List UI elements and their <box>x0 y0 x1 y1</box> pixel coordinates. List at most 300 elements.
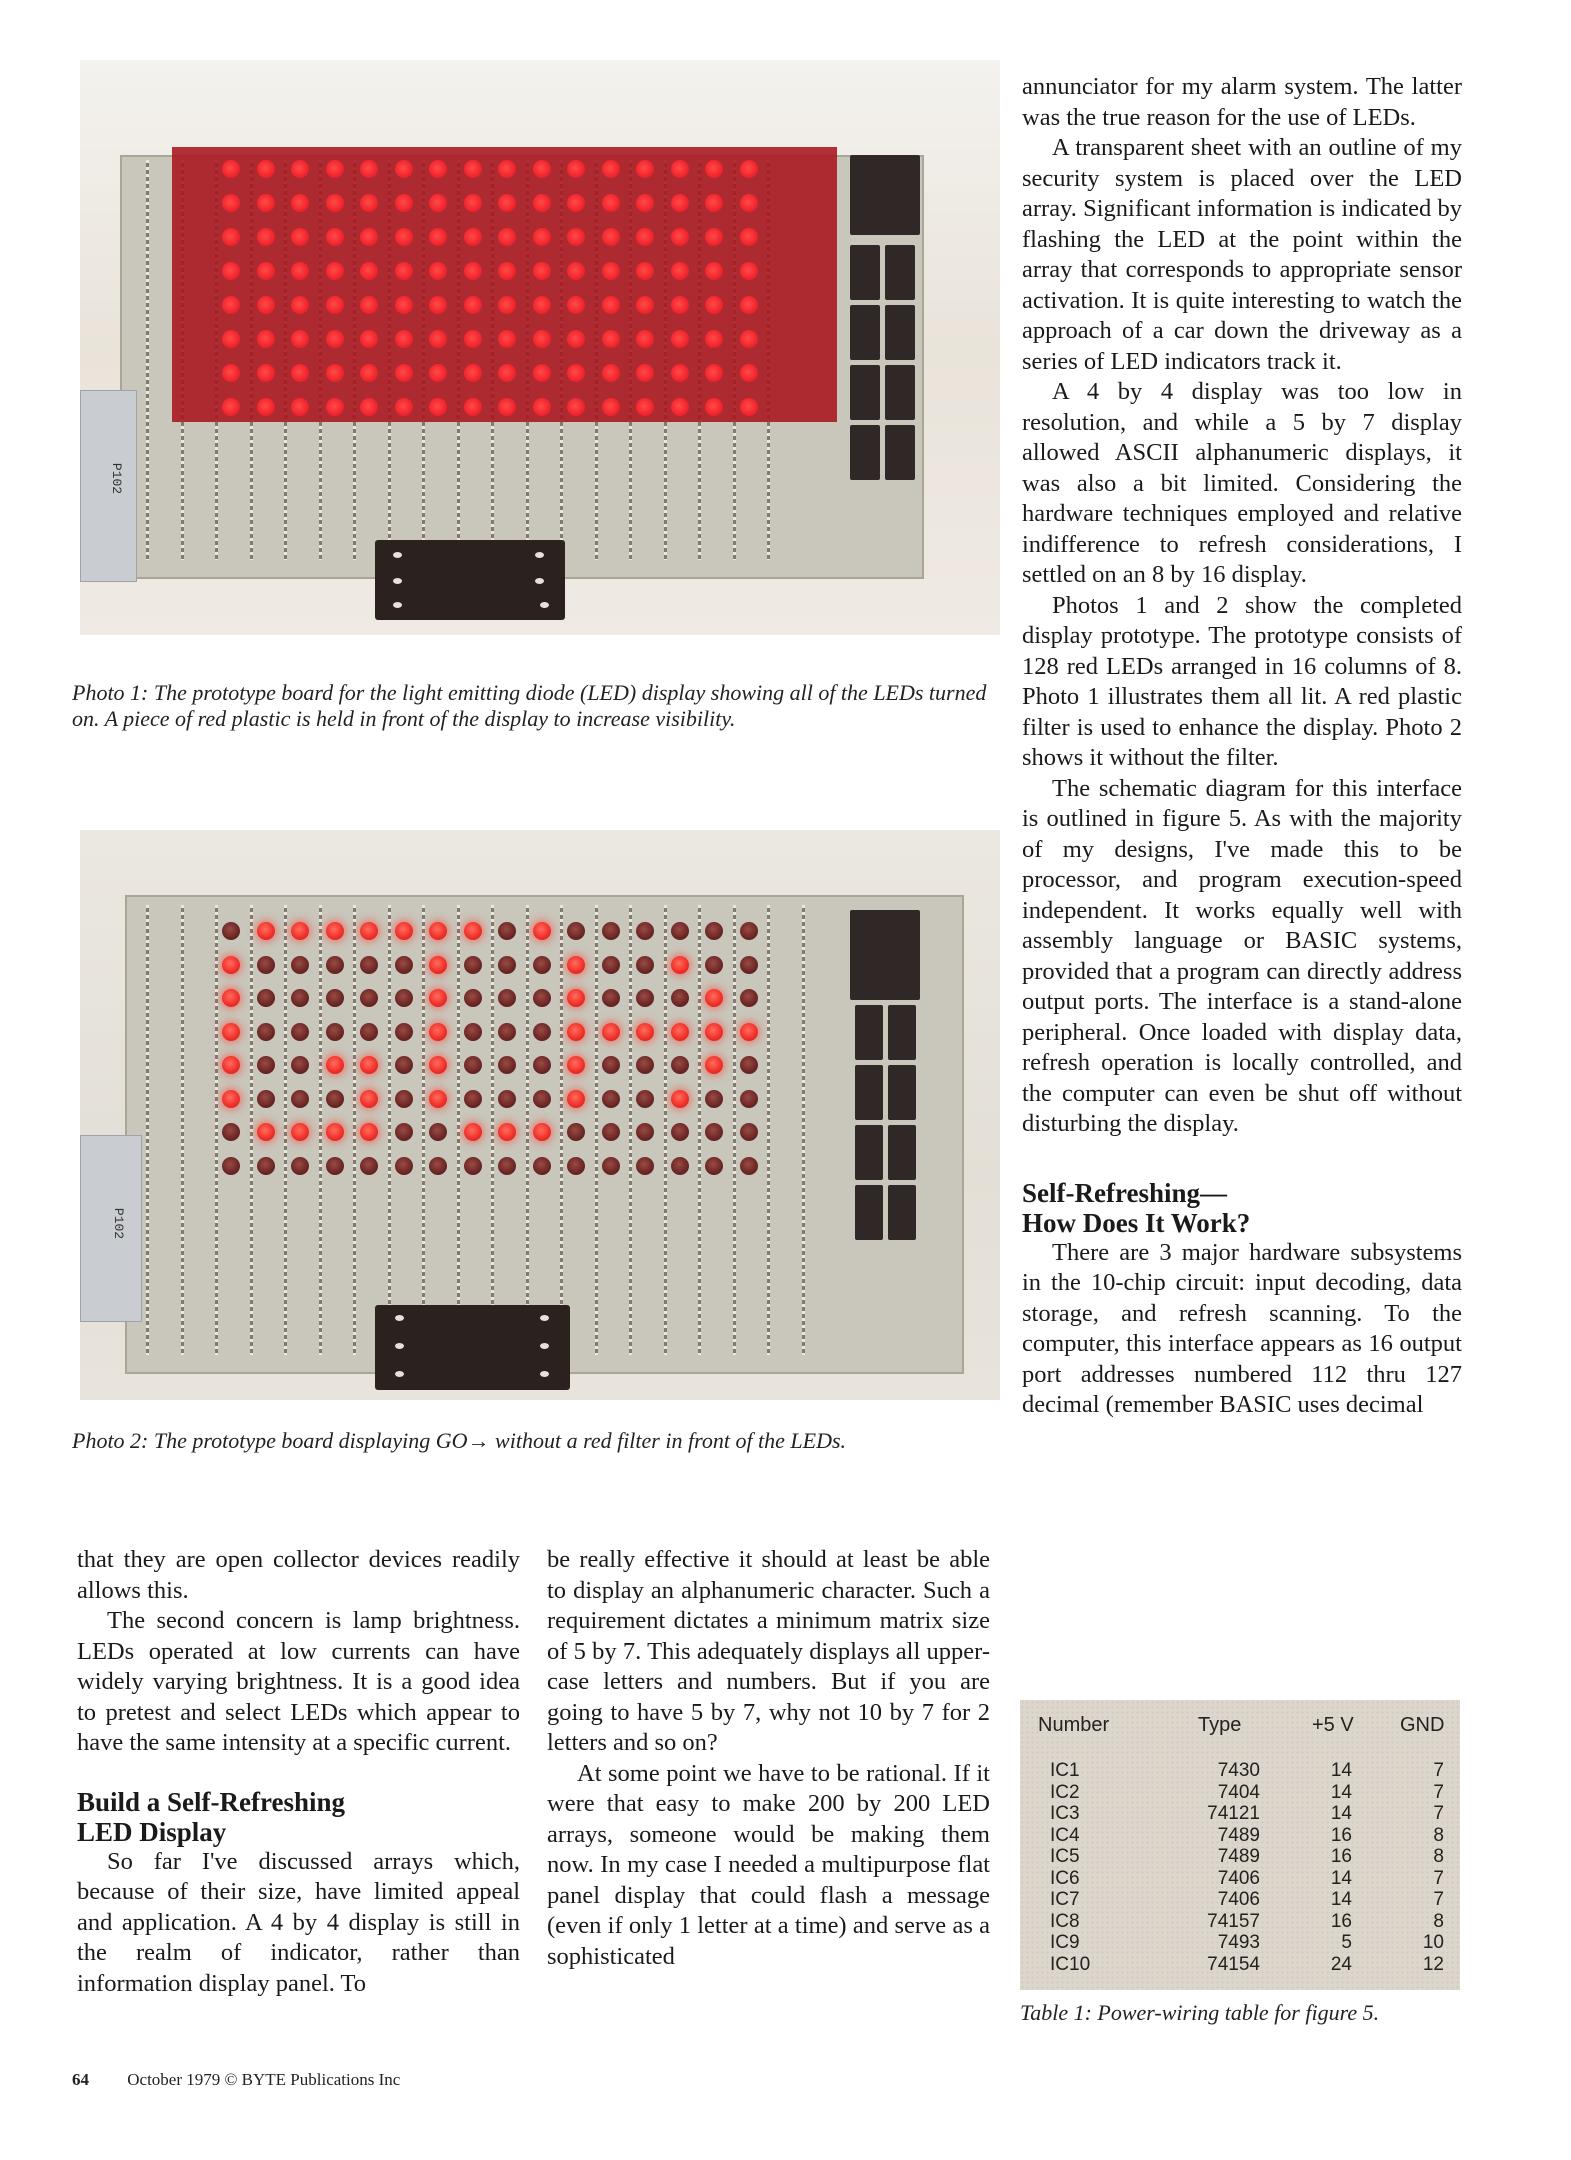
led-icon <box>636 1090 654 1108</box>
led-icon <box>429 262 447 280</box>
led-icon <box>360 1056 378 1074</box>
led-icon <box>257 330 275 348</box>
ic-chip-icon <box>850 305 880 360</box>
led-icon <box>705 398 723 416</box>
led-icon <box>464 1023 482 1041</box>
led-icon <box>395 1090 413 1108</box>
table-cell: 7489 <box>1217 1824 1260 1846</box>
led-icon <box>326 922 344 940</box>
led-icon <box>671 296 689 314</box>
table-cell: 7 <box>1433 1781 1444 1803</box>
table-cell: 74154 <box>1207 1953 1260 1975</box>
led-icon <box>602 956 620 974</box>
led-icon <box>360 1023 378 1041</box>
connector-label: P102 <box>109 462 125 495</box>
led-icon <box>602 364 620 382</box>
led-icon <box>740 296 758 314</box>
led-icon <box>429 1123 447 1141</box>
led-icon <box>636 1157 654 1175</box>
led-icon <box>705 956 723 974</box>
led-icon <box>395 262 413 280</box>
led-icon <box>291 922 309 940</box>
led-icon <box>671 1157 689 1175</box>
led-icon <box>602 1056 620 1074</box>
table-cell: 24 <box>1330 1953 1352 1975</box>
table-cell: 7493 <box>1217 1932 1260 1953</box>
table-cell: 7430 <box>1217 1760 1260 1781</box>
led-icon <box>498 194 516 212</box>
led-icon <box>498 296 516 314</box>
led-icon <box>326 1090 344 1108</box>
led-icon <box>740 364 758 382</box>
ic-chip-icon <box>885 365 915 420</box>
led-icon <box>222 160 240 178</box>
led-icon <box>498 989 516 1007</box>
led-icon <box>291 330 309 348</box>
led-icon <box>567 364 585 382</box>
led-icon <box>222 228 240 246</box>
led-icon <box>636 364 654 382</box>
led-icon <box>705 1023 723 1041</box>
led-icon <box>498 262 516 280</box>
led-icon <box>464 989 482 1007</box>
led-icon <box>464 160 482 178</box>
led-icon <box>602 160 620 178</box>
led-icon <box>326 160 344 178</box>
led-icon <box>429 1090 447 1108</box>
led-icon <box>291 1090 309 1108</box>
led-icon <box>291 160 309 178</box>
led-icon <box>533 398 551 416</box>
table-cell: 8 <box>1433 1846 1444 1867</box>
ribbon-cable <box>80 390 137 582</box>
led-icon <box>257 296 275 314</box>
led-icon <box>464 956 482 974</box>
led-icon <box>602 1023 620 1041</box>
led-icon <box>291 1123 309 1141</box>
led-icon <box>533 1056 551 1074</box>
led-icon <box>636 330 654 348</box>
led-icon <box>602 330 620 348</box>
ic-chip-icon <box>888 1065 916 1120</box>
led-icon <box>464 1157 482 1175</box>
led-icon <box>602 989 620 1007</box>
led-icon <box>705 228 723 246</box>
led-icon <box>395 1123 413 1141</box>
led-icon <box>671 989 689 1007</box>
led-icon <box>291 989 309 1007</box>
led-icon <box>740 1157 758 1175</box>
led-icon <box>567 194 585 212</box>
led-icon <box>395 1157 413 1175</box>
paragraph: that they are open collector devices readily allows this. <box>77 1546 520 1604</box>
led-icon <box>326 330 344 348</box>
led-icon <box>602 1123 620 1141</box>
led-icon <box>636 296 654 314</box>
led-icon <box>464 330 482 348</box>
paragraph: annunciator for my alarm system. The latter was the true reason for the use of LEDs. <box>1022 73 1462 131</box>
led-icon <box>257 989 275 1007</box>
table-cell: IC6 <box>1050 1867 1080 1889</box>
table-1-caption: Table 1: Power-wiring table for figure 5. <box>1020 2000 1380 2025</box>
led-icon <box>533 1090 551 1108</box>
ic-chip-icon <box>850 365 880 420</box>
led-icon <box>326 194 344 212</box>
led-icon <box>567 1123 585 1141</box>
led-icon <box>740 1123 758 1141</box>
table-cell: 7 <box>1433 1889 1444 1910</box>
led-icon <box>257 1123 275 1141</box>
publication-line: October 1979 © BYTE Publications Inc <box>127 2070 401 2089</box>
led-icon <box>395 194 413 212</box>
table-cell: 74121 <box>1207 1803 1260 1824</box>
page-footer <box>72 2070 400 2090</box>
led-icon <box>360 922 378 940</box>
table-cell: IC7 <box>1050 1889 1080 1910</box>
led-icon <box>567 1157 585 1175</box>
table-cell: 12 <box>1422 1953 1444 1975</box>
led-icon <box>671 228 689 246</box>
led-icon <box>602 262 620 280</box>
led-icon <box>533 1123 551 1141</box>
led-icon <box>257 1023 275 1041</box>
led-icon <box>533 364 551 382</box>
led-icon <box>464 194 482 212</box>
paragraph: There are 3 major hardware subsystems in the 10-chip circuit: input decoding, data storage, and refresh scanning. To the computer, this interface appears as 16 output port addresses numbered 112 thru 127 decimal (remember BASIC uses decimal <box>1022 1238 1462 1418</box>
led-icon <box>498 330 516 348</box>
led-icon <box>429 1157 447 1175</box>
ic-chip-icon <box>888 1005 916 1060</box>
table-cell: 7406 <box>1217 1867 1260 1889</box>
led-icon <box>740 160 758 178</box>
led-icon <box>360 160 378 178</box>
table-cell: IC9 <box>1050 1932 1080 1953</box>
led-icon <box>740 956 758 974</box>
led-icon <box>740 330 758 348</box>
section-heading-build: Build a Self-Refreshing LED Display <box>77 1786 346 1847</box>
ic-chip-icon <box>855 1065 883 1120</box>
table-cell: 14 <box>1330 1781 1352 1803</box>
led-icon <box>395 296 413 314</box>
led-icon <box>464 262 482 280</box>
ic-chip-icon <box>855 1125 883 1180</box>
led-icon <box>567 1056 585 1074</box>
led-icon <box>222 1056 240 1074</box>
led-icon <box>291 296 309 314</box>
led-icon <box>671 398 689 416</box>
led-icon <box>705 160 723 178</box>
paragraph: At some point we have to be rational. If it were that easy to make 200 by 200 LED arrays, someone would be making them now. In my case I needed a multipurpose flat panel display that could flash a message (even if only 1 letter at a time) and serve as a sophisticated <box>547 1759 990 1970</box>
led-icon <box>326 398 344 416</box>
led-icon <box>464 922 482 940</box>
led-icon <box>429 956 447 974</box>
table-cell: 5 <box>1341 1932 1352 1953</box>
led-icon <box>602 228 620 246</box>
led-icon <box>671 1023 689 1041</box>
led-icon <box>636 228 654 246</box>
ic-chip-icon <box>850 910 890 1000</box>
led-icon <box>257 364 275 382</box>
led-icon <box>636 398 654 416</box>
ic-chip-icon <box>885 155 920 235</box>
led-icon <box>291 262 309 280</box>
led-icon <box>533 956 551 974</box>
led-icon <box>326 1123 344 1141</box>
photo-1-led-board-with-filter <box>80 60 1000 635</box>
led-icon <box>636 1056 654 1074</box>
led-icon <box>429 1023 447 1041</box>
table-cell: 7 <box>1433 1760 1444 1781</box>
led-icon <box>360 1123 378 1141</box>
table-cell: 7 <box>1433 1803 1444 1824</box>
photo-2-caption: Photo 2: The prototype board displaying GO→ without a red filter in front of the LEDs. <box>72 1428 847 1453</box>
led-icon <box>567 296 585 314</box>
led-icon <box>671 956 689 974</box>
led-icon <box>257 1056 275 1074</box>
led-icon <box>222 364 240 382</box>
column-3 <box>1022 72 1462 1421</box>
led-icon <box>291 398 309 416</box>
led-icon <box>291 1023 309 1041</box>
led-icon <box>498 228 516 246</box>
led-icon <box>740 228 758 246</box>
led-icon <box>429 330 447 348</box>
led-icon <box>395 160 413 178</box>
led-icon <box>360 262 378 280</box>
table-cell: 8 <box>1433 1910 1444 1932</box>
led-icon <box>429 922 447 940</box>
led-icon <box>326 1157 344 1175</box>
led-icon <box>326 364 344 382</box>
ic-chip-icon <box>850 425 880 480</box>
led-icon <box>533 228 551 246</box>
paragraph: The second concern is lamp brightness. LEDs operated at low currents can have widely varying brightness. It is a good idea to pretest and select LEDs which appear to have the same intensity at a specific current. <box>77 1607 520 1756</box>
led-icon <box>740 262 758 280</box>
power-wiring-table <box>1020 1700 1460 1990</box>
table-cell: IC10 <box>1050 1953 1091 1975</box>
ic-chip-icon <box>885 425 915 480</box>
led-icon <box>705 330 723 348</box>
table-cell: 14 <box>1330 1760 1352 1781</box>
table-cell: 16 <box>1330 1910 1352 1932</box>
led-icon <box>222 1157 240 1175</box>
table-cell: IC2 <box>1050 1781 1080 1803</box>
table-cell: 74157 <box>1207 1910 1260 1932</box>
led-icon <box>222 194 240 212</box>
led-icon <box>222 262 240 280</box>
led-icon <box>705 1157 723 1175</box>
led-icon <box>326 262 344 280</box>
ic-chip-icon <box>855 1185 883 1240</box>
led-icon <box>326 1056 344 1074</box>
led-icon <box>533 989 551 1007</box>
led-icon <box>740 989 758 1007</box>
ic-chip-icon <box>888 1185 916 1240</box>
led-icon <box>567 1023 585 1041</box>
led-icon <box>291 228 309 246</box>
led-icon <box>257 1090 275 1108</box>
led-icon <box>291 1056 309 1074</box>
table-cell: IC3 <box>1050 1803 1080 1824</box>
led-icon <box>257 194 275 212</box>
led-icon <box>395 330 413 348</box>
led-icon <box>705 194 723 212</box>
ic-chip-icon <box>885 305 915 360</box>
table-cell: IC8 <box>1050 1910 1080 1932</box>
led-icon <box>671 364 689 382</box>
ribbon-cable <box>80 1135 142 1322</box>
led-icon <box>429 989 447 1007</box>
led-icon <box>602 1157 620 1175</box>
led-icon <box>360 228 378 246</box>
led-icon <box>222 296 240 314</box>
page-number: 64 <box>72 2070 89 2089</box>
led-icon <box>671 922 689 940</box>
ic-chip-icon <box>885 910 920 1000</box>
led-icon <box>602 922 620 940</box>
led-icon <box>636 194 654 212</box>
led-icon <box>429 296 447 314</box>
led-icon <box>360 296 378 314</box>
led-icon <box>740 1090 758 1108</box>
led-icon <box>602 1090 620 1108</box>
led-icon <box>498 1123 516 1141</box>
led-icon <box>740 194 758 212</box>
led-icon <box>636 262 654 280</box>
paragraph: So far I've discussed arrays which, because of their size, have limited appeal and application. A 4 by 4 display is still in the realm of indicator, rather than information display panel. To <box>77 1847 520 1997</box>
table-cell: 7406 <box>1217 1889 1260 1910</box>
led-icon <box>533 1023 551 1041</box>
table-cell: 14 <box>1330 1803 1352 1824</box>
column-2 <box>547 1545 990 1972</box>
table-cell: 16 <box>1330 1824 1352 1846</box>
led-icon <box>498 922 516 940</box>
led-icon <box>671 160 689 178</box>
led-icon <box>395 228 413 246</box>
led-icon <box>326 1023 344 1041</box>
led-icon <box>395 989 413 1007</box>
led-icon <box>498 1090 516 1108</box>
led-icon <box>222 1023 240 1041</box>
led-icon <box>222 989 240 1007</box>
led-icon <box>567 262 585 280</box>
ic-chip-icon <box>855 1005 883 1060</box>
table-cell: IC4 <box>1050 1824 1080 1846</box>
led-icon <box>464 1090 482 1108</box>
ic-chip-icon <box>850 245 880 300</box>
led-icon <box>740 1056 758 1074</box>
led-icon <box>636 160 654 178</box>
led-icon <box>602 398 620 416</box>
led-icon <box>464 296 482 314</box>
led-icon <box>567 398 585 416</box>
led-icon <box>533 296 551 314</box>
led-icon <box>636 922 654 940</box>
table-header-type: Type <box>1198 1714 1242 1736</box>
paragraph: The schematic diagram for this interface is outlined in figure 5. As with the majority of my designs, I've made this to be processor, and program execution-speed independent. It works equally well with assembly language or BASIC systems, provided that a program can directly address output ports. The interface is a stand-alone peripheral. Once loaded with display data, refresh operation is locally controlled, and the computer can even be shut off without disturbing the display. <box>1022 774 1462 1137</box>
photo-1-caption: Photo 1: The prototype board for the light emitting diode (LED) display showing all of the LEDs turned on. A piece of red plastic is held in front of the display to increase visibility. <box>72 680 987 731</box>
led-icon <box>429 364 447 382</box>
led-icon <box>498 1023 516 1041</box>
led-icon <box>326 989 344 1007</box>
led-icon <box>533 194 551 212</box>
table-cell: 7489 <box>1217 1846 1260 1867</box>
led-icon <box>326 956 344 974</box>
paragraph: be really effective it should at least be able to display an alphanumeric character. Such a requirement dictates a minimum matrix size of 5 by 7. This adequately displays all upper-case letters and numbers. But if you are going to have 5 by 7, why not 10 by 7 for 2 letters and so on? <box>547 1546 990 1756</box>
led-icon <box>567 160 585 178</box>
led-icon <box>360 330 378 348</box>
led-icon <box>740 398 758 416</box>
led-icon <box>705 1056 723 1074</box>
led-icon <box>533 262 551 280</box>
led-icon <box>567 922 585 940</box>
led-icon <box>740 1023 758 1041</box>
led-icon <box>602 296 620 314</box>
led-icon <box>498 1157 516 1175</box>
ic-chip-icon <box>885 245 915 300</box>
led-icon <box>326 228 344 246</box>
led-icon <box>533 330 551 348</box>
led-icon <box>291 1157 309 1175</box>
table-cell: 16 <box>1330 1846 1352 1867</box>
led-icon <box>498 364 516 382</box>
led-icon <box>222 1123 240 1141</box>
led-icon <box>464 364 482 382</box>
led-icon <box>360 989 378 1007</box>
led-icon <box>464 1056 482 1074</box>
led-icon <box>360 1157 378 1175</box>
led-icon <box>222 956 240 974</box>
led-icon <box>533 922 551 940</box>
led-icon <box>429 160 447 178</box>
led-icon <box>257 398 275 416</box>
led-icon <box>705 296 723 314</box>
table-cell: 14 <box>1330 1889 1352 1910</box>
paragraph: Photos 1 and 2 show the completed display prototype. The prototype consists of 128 red LEDs arranged in 16 columns of 8. Photo 1 illustrates them all lit. A red plastic filter is used to enhance the display. Photo 2 shows it without the filter. <box>1022 591 1462 771</box>
led-icon <box>222 330 240 348</box>
led-icon <box>636 956 654 974</box>
ic-chip-icon <box>850 155 890 235</box>
led-icon <box>567 989 585 1007</box>
led-icon <box>222 398 240 416</box>
led-icon <box>740 922 758 940</box>
paragraph: A transparent sheet with an outline of my security system is placed over the LED array. Significant information is indicated by flashing the LED at the point within the array that corresponds to appropriate sensor activation. It is quite interesting to watch the approach of a car down the driveway as a series of LED indicators track it. <box>1022 134 1462 375</box>
led-icon <box>464 228 482 246</box>
table-cell: 10 <box>1422 1932 1444 1953</box>
led-icon <box>429 194 447 212</box>
led-icon <box>291 956 309 974</box>
led-icon <box>498 956 516 974</box>
led-icon <box>671 262 689 280</box>
led-icon <box>257 228 275 246</box>
led-icon <box>671 194 689 212</box>
led-icon <box>498 398 516 416</box>
led-icon <box>636 1023 654 1041</box>
table-cell: IC1 <box>1050 1760 1080 1781</box>
led-icon <box>257 956 275 974</box>
photo-2-led-board-displaying-go <box>80 830 1000 1400</box>
led-icon <box>395 1056 413 1074</box>
led-icon <box>567 228 585 246</box>
led-icon <box>360 194 378 212</box>
led-icon <box>705 364 723 382</box>
table-header-gnd: GND <box>1400 1714 1445 1736</box>
table-cell: 8 <box>1433 1824 1444 1846</box>
led-icon <box>636 989 654 1007</box>
led-icon <box>705 262 723 280</box>
connector-label: P102 <box>111 1207 127 1240</box>
led-icon <box>602 194 620 212</box>
